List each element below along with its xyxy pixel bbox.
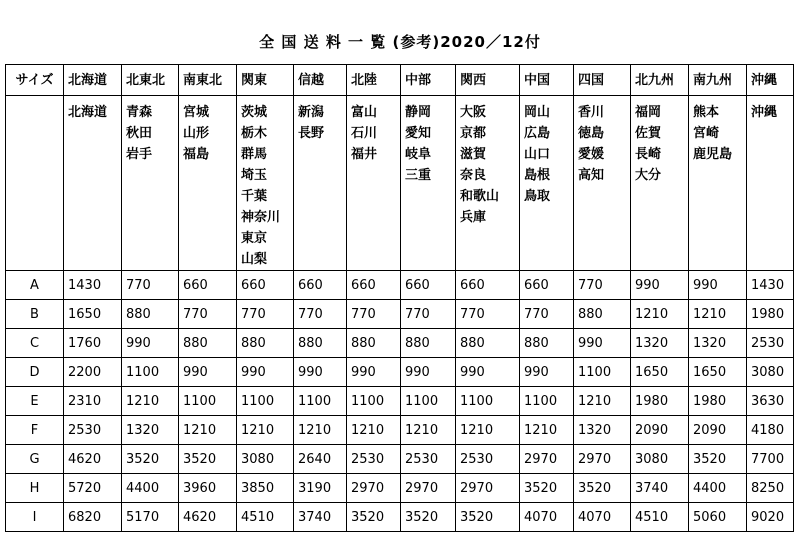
prefecture-name: 鹿児島	[693, 147, 733, 162]
rate-cell: 990	[689, 271, 747, 300]
rate-cell: 1100	[237, 387, 294, 416]
rate-cell: 4510	[237, 503, 294, 532]
rate-cell: 3520	[456, 503, 520, 532]
prefecture-name: 北海道	[68, 105, 108, 120]
rate-cell: 1100	[179, 387, 237, 416]
rate-cell: 3080	[237, 445, 294, 474]
rate-cell: 770	[456, 300, 520, 329]
rate-cell: 4070	[520, 503, 574, 532]
rate-cell: 1210	[574, 387, 631, 416]
rate-cell: 2530	[456, 445, 520, 474]
rate-cell: 3190	[294, 474, 347, 503]
prefecture-list	[294, 96, 347, 271]
rate-cell: 880	[237, 329, 294, 358]
prefecture-list	[64, 96, 122, 271]
prefecture-name: 奈良	[460, 168, 487, 183]
rate-cell: 1210	[347, 416, 401, 445]
rate-cell: 880	[294, 329, 347, 358]
rate-cell: 2090	[631, 416, 689, 445]
prefecture-list	[689, 96, 747, 271]
page-title: 全 国 送 料 一 覧 (参考)2020／12付	[259, 33, 541, 51]
rate-cell: 660	[294, 271, 347, 300]
rate-cell: 990	[237, 358, 294, 387]
rate-cell: 9020	[747, 503, 794, 532]
prefecture-name: 兵庫	[460, 210, 487, 225]
rate-cell: 2970	[456, 474, 520, 503]
rate-cell: 1210	[456, 416, 520, 445]
prefecture-name: 山口	[524, 147, 551, 162]
rate-cell: 1100	[122, 358, 179, 387]
rate-cell: 660	[179, 271, 237, 300]
rate-cell: 990	[179, 358, 237, 387]
size-label: D	[6, 358, 64, 387]
rate-cell: 3740	[631, 474, 689, 503]
prefecture-name: 島根	[524, 168, 551, 183]
prefecture-name: 富山	[351, 105, 378, 120]
prefecture-name: 福島	[183, 147, 210, 162]
region-header: 中国	[520, 65, 574, 96]
region-header: 信越	[294, 65, 347, 96]
rate-cell: 3520	[520, 474, 574, 503]
rate-cell: 990	[574, 329, 631, 358]
rate-cell: 1320	[574, 416, 631, 445]
region-header: 南東北	[179, 65, 237, 96]
rate-cell: 2200	[64, 358, 122, 387]
rate-cell: 770	[401, 300, 456, 329]
rate-cell: 660	[237, 271, 294, 300]
rate-cell: 1100	[520, 387, 574, 416]
prefecture-name: 岡山	[524, 105, 551, 120]
prefecture-name: 宮崎	[693, 126, 720, 141]
rate-cell: 2530	[401, 445, 456, 474]
size-label: A	[6, 271, 64, 300]
prefecture-name: 熊本	[693, 105, 720, 120]
rate-cell: 2530	[64, 416, 122, 445]
rate-cell: 4180	[747, 416, 794, 445]
prefecture-name: 山形	[183, 126, 210, 141]
size-column-header: サイズ	[6, 65, 64, 96]
region-header: 北東北	[122, 65, 179, 96]
region-header: 南九州	[689, 65, 747, 96]
rate-cell: 880	[456, 329, 520, 358]
prefecture-name: 高知	[578, 168, 605, 183]
prefecture-name: 佐賀	[635, 126, 662, 141]
table-row	[6, 416, 794, 445]
rate-cell: 2530	[747, 329, 794, 358]
size-label: B	[6, 300, 64, 329]
rate-cell: 660	[456, 271, 520, 300]
table-row	[6, 358, 794, 387]
rate-cell: 770	[237, 300, 294, 329]
prefecture-name: 宮城	[183, 105, 210, 120]
prefecture-list	[347, 96, 401, 271]
prefecture-name: 長野	[298, 126, 325, 141]
prefecture-list	[747, 96, 794, 271]
prefecture-row	[6, 96, 794, 271]
prefecture-name: 徳島	[578, 126, 605, 141]
rate-cell: 3630	[747, 387, 794, 416]
rate-cell: 7700	[747, 445, 794, 474]
rate-cell: 990	[347, 358, 401, 387]
rate-cell: 1100	[347, 387, 401, 416]
region-header: 四国	[574, 65, 631, 96]
prefecture-name: 香川	[578, 105, 605, 120]
rate-cell: 4070	[574, 503, 631, 532]
rate-cell: 3520	[574, 474, 631, 503]
rate-cell: 1210	[237, 416, 294, 445]
region-header: 北海道	[64, 65, 122, 96]
rate-cell: 1210	[179, 416, 237, 445]
region-header: 北九州	[631, 65, 689, 96]
prefecture-list	[237, 96, 294, 271]
rate-cell: 4510	[631, 503, 689, 532]
prefecture-name: 愛媛	[578, 147, 605, 162]
rate-cell: 3960	[179, 474, 237, 503]
region-header: 沖縄	[747, 65, 794, 96]
rate-cell: 2530	[347, 445, 401, 474]
rate-cell: 880	[122, 300, 179, 329]
rate-cell: 1980	[689, 387, 747, 416]
rate-cell: 770	[347, 300, 401, 329]
header-row	[6, 65, 794, 96]
table-row	[6, 445, 794, 474]
rate-cell: 1430	[747, 271, 794, 300]
rate-cell: 6820	[64, 503, 122, 532]
rate-cell: 1980	[631, 387, 689, 416]
rate-cell: 770	[294, 300, 347, 329]
prefecture-name: 福岡	[635, 105, 662, 120]
rate-cell: 1210	[401, 416, 456, 445]
rate-cell: 4620	[179, 503, 237, 532]
rate-cell: 3080	[631, 445, 689, 474]
rate-cell: 880	[401, 329, 456, 358]
rate-cell: 2970	[347, 474, 401, 503]
rate-cell: 2090	[689, 416, 747, 445]
rate-cell: 770	[179, 300, 237, 329]
rate-cell: 660	[520, 271, 574, 300]
prefecture-name: 和歌山	[460, 189, 500, 204]
size-label: F	[6, 416, 64, 445]
size-label: H	[6, 474, 64, 503]
prefecture-name: 青森	[126, 105, 153, 120]
prefecture-list	[122, 96, 179, 271]
prefecture-row-label	[6, 96, 64, 271]
prefecture-name: 大阪	[460, 105, 487, 120]
rate-cell: 1320	[689, 329, 747, 358]
prefecture-name: 沖縄	[751, 105, 778, 120]
prefecture-name: 新潟	[298, 105, 325, 120]
rate-cell: 1650	[64, 300, 122, 329]
prefecture-list	[631, 96, 689, 271]
rate-cell: 3520	[179, 445, 237, 474]
prefecture-name: 鳥取	[524, 189, 551, 204]
rate-cell: 4620	[64, 445, 122, 474]
rate-cell: 2970	[520, 445, 574, 474]
prefecture-list	[456, 96, 520, 271]
rate-cell: 1980	[747, 300, 794, 329]
rate-cell: 1210	[294, 416, 347, 445]
rate-cell: 3520	[122, 445, 179, 474]
rate-cell: 1210	[631, 300, 689, 329]
rate-cell: 1320	[631, 329, 689, 358]
rate-cell: 1320	[122, 416, 179, 445]
prefecture-name: 栃木	[241, 126, 268, 141]
prefecture-name: 群馬	[241, 147, 268, 162]
prefecture-name: 千葉	[241, 189, 268, 204]
rate-cell: 770	[520, 300, 574, 329]
prefecture-name: 大分	[635, 168, 662, 183]
table-row	[6, 503, 794, 532]
rate-cell: 1210	[520, 416, 574, 445]
prefecture-name: 三重	[405, 168, 432, 183]
prefecture-name: 茨城	[241, 105, 268, 120]
rate-cell: 3850	[237, 474, 294, 503]
rate-cell: 4400	[689, 474, 747, 503]
rate-cell: 1100	[574, 358, 631, 387]
rate-cell: 8250	[747, 474, 794, 503]
shipping-rate-table	[5, 64, 794, 532]
prefecture-name: 山梨	[241, 252, 268, 267]
rate-cell: 880	[520, 329, 574, 358]
prefecture-list	[520, 96, 574, 271]
rate-cell: 880	[179, 329, 237, 358]
prefecture-name: 岐阜	[405, 147, 432, 162]
prefecture-name: 福井	[351, 147, 378, 162]
rate-cell: 3520	[401, 503, 456, 532]
size-label: C	[6, 329, 64, 358]
size-label: G	[6, 445, 64, 474]
prefecture-name: 滋賀	[460, 147, 487, 162]
rate-cell: 990	[294, 358, 347, 387]
prefecture-name: 神奈川	[241, 210, 281, 225]
rate-cell: 3520	[347, 503, 401, 532]
prefecture-name: 東京	[241, 231, 268, 246]
rate-cell: 1100	[401, 387, 456, 416]
rate-cell: 990	[631, 271, 689, 300]
table-row	[6, 271, 794, 300]
prefecture-name: 秋田	[126, 126, 153, 141]
rate-cell: 660	[401, 271, 456, 300]
rate-cell: 3520	[689, 445, 747, 474]
rate-cell: 5170	[122, 503, 179, 532]
prefecture-name: 埼玉	[241, 168, 268, 183]
table-row	[6, 300, 794, 329]
rate-cell: 770	[122, 271, 179, 300]
rate-cell: 880	[347, 329, 401, 358]
rate-cell: 660	[347, 271, 401, 300]
rate-cell: 5060	[689, 503, 747, 532]
rate-cell: 1760	[64, 329, 122, 358]
rate-cell: 1100	[294, 387, 347, 416]
prefecture-name: 広島	[524, 126, 551, 141]
rate-cell: 1210	[122, 387, 179, 416]
prefecture-name: 愛知	[405, 126, 432, 141]
rate-cell: 1210	[689, 300, 747, 329]
prefecture-name: 京都	[460, 126, 487, 141]
region-header: 関西	[456, 65, 520, 96]
rate-cell: 1650	[631, 358, 689, 387]
rate-cell: 1430	[64, 271, 122, 300]
table-row	[6, 329, 794, 358]
rate-cell: 1650	[689, 358, 747, 387]
rate-cell: 3080	[747, 358, 794, 387]
rate-cell: 2970	[574, 445, 631, 474]
rate-cell: 2970	[401, 474, 456, 503]
rate-cell: 1100	[456, 387, 520, 416]
size-label: E	[6, 387, 64, 416]
rate-cell: 2640	[294, 445, 347, 474]
rate-cell: 2310	[64, 387, 122, 416]
prefecture-name: 石川	[351, 126, 378, 141]
prefecture-name: 岩手	[126, 147, 153, 162]
rate-cell: 3740	[294, 503, 347, 532]
size-label: I	[6, 503, 64, 532]
rate-cell: 990	[122, 329, 179, 358]
prefecture-name: 静岡	[405, 105, 432, 120]
region-header: 北陸	[347, 65, 401, 96]
prefecture-list	[401, 96, 456, 271]
region-header: 中部	[401, 65, 456, 96]
rate-cell: 4400	[122, 474, 179, 503]
table-row	[6, 387, 794, 416]
region-header: 関東	[237, 65, 294, 96]
rate-cell: 880	[574, 300, 631, 329]
rate-cell: 5720	[64, 474, 122, 503]
table-row	[6, 474, 794, 503]
rate-cell: 990	[456, 358, 520, 387]
prefecture-list	[574, 96, 631, 271]
rate-cell: 990	[401, 358, 456, 387]
rate-cell: 770	[574, 271, 631, 300]
prefecture-name: 長崎	[635, 147, 662, 162]
rate-cell: 990	[520, 358, 574, 387]
prefecture-list	[179, 96, 237, 271]
